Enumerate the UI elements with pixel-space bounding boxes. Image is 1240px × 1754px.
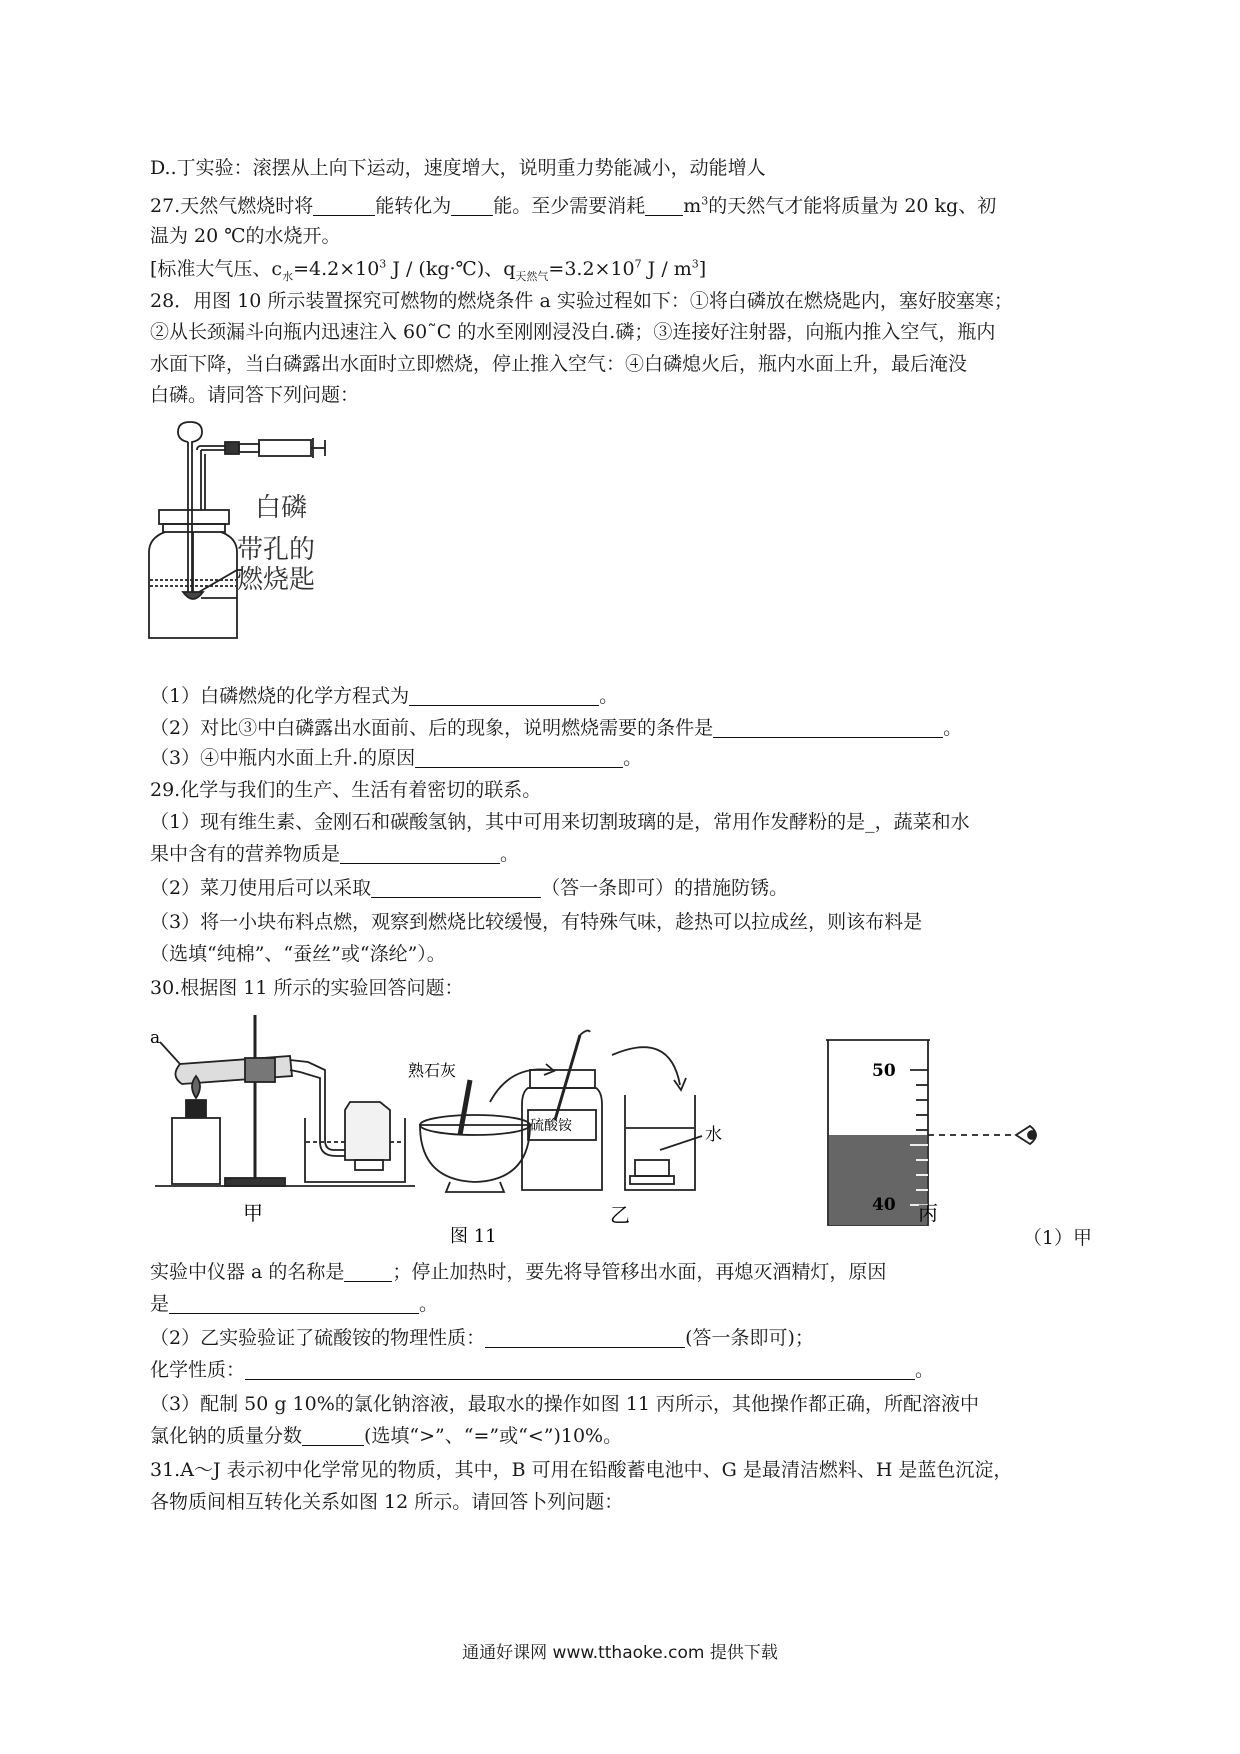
figure-11-caption: 图 11: [450, 1226, 497, 1247]
text: ②从长颈漏斗向瓶内迅速注入 60˜C 的水至刚刚浸没白.磷；③连接好注射器，向瓶内推入空气，瓶内: [150, 321, 996, 343]
text: =3.2×10: [548, 258, 635, 280]
question-28-line-3: [150, 351, 1090, 377]
text: 。: [623, 747, 643, 769]
question-31-line-2: [150, 1489, 1090, 1515]
question-28-part-1: [150, 683, 1090, 709]
text: =4.2×10: [293, 258, 380, 280]
text: 各物质间相互转化关系如图 12 所示。请回答卜列问题：: [150, 1491, 624, 1513]
answer-blank[interactable]: [409, 685, 599, 706]
question-29-part-1b: [150, 841, 1090, 867]
text: 能转化为: [375, 195, 452, 217]
question-27-line-1: [150, 193, 1090, 219]
text: 。: [915, 1359, 935, 1381]
question-29-part-2: [150, 875, 1090, 901]
text: 水面下降，当白磷露出水面时立即燃烧，停止推入空气：④白磷熄火后，瓶内水面上升，最后淹没: [150, 353, 968, 375]
question-29-part-3a: [150, 909, 1090, 935]
answer-blank[interactable]: [645, 195, 683, 216]
superscript: 3: [691, 257, 699, 271]
answer-blank[interactable]: [169, 1293, 419, 1314]
page-footer: 通通好课网 www.tthaoke.com 提供下载: [462, 1643, 778, 1663]
text: J / m: [641, 258, 692, 280]
text: （1）甲: [1022, 1227, 1092, 1249]
text: （答一条即可）的措施防锈。: [541, 877, 789, 899]
text: 27.天然气燃烧时将: [150, 195, 314, 217]
question-29-part-1a: [150, 809, 1090, 835]
text: 实验中仪器 a 的名称是: [150, 1261, 345, 1283]
figure-11-experiments: [150, 1010, 1050, 1247]
superscript: 7: [634, 257, 642, 271]
label-jia: 甲: [243, 1201, 263, 1225]
text: (答一条即可)；: [685, 1327, 814, 1349]
question-29-title: [150, 777, 1090, 803]
text: ；停止加热时，要先将导管移出水面，再熄灭酒精灯，原因: [392, 1261, 887, 1283]
superscript: 3: [701, 194, 709, 208]
text: [标准大气压、c: [150, 258, 283, 280]
text: 温为 20 ℃的水烧开。: [150, 225, 341, 247]
text: （2）对比③中白磷露出水面前、后的现象，说明燃烧需要的条件是: [150, 717, 714, 739]
text: （2）菜刀使用后可以采取: [150, 877, 372, 899]
answer-blank[interactable]: [344, 1261, 392, 1282]
label-water: 水: [705, 1125, 722, 1145]
text: 。: [500, 843, 520, 865]
label-bing: 丙: [918, 1201, 938, 1225]
text: 果中含有的营养物质是: [150, 843, 341, 865]
tick-40: 40: [872, 1195, 896, 1215]
answer-blank[interactable]: [245, 1359, 915, 1380]
option-d-text: D..丁实验：滚摆从上向下运动，速度增大，说明重力势能减小，动能增人: [150, 157, 766, 179]
text: 。: [599, 685, 619, 707]
answer-blank[interactable]: [302, 1425, 364, 1446]
question-28-line-2: [150, 319, 1090, 345]
label-a: a: [150, 1028, 161, 1048]
label-white-phosphorus: 白磷: [255, 493, 308, 523]
text: 28．用图 10 所示装置探究可燃物的燃烧条件 a 实验过程如下：①将白磷放在燃烧匙内，塞好胶塞寒；: [150, 290, 1013, 312]
answer-blank[interactable]: [371, 877, 541, 898]
text: （1）白磷燃烧的化学方程式为: [150, 685, 410, 707]
answer-blank[interactable]: [415, 747, 623, 768]
answer-blank[interactable]: [340, 843, 500, 864]
tick-50: 50: [872, 1061, 896, 1081]
text-line: [150, 155, 1090, 181]
subscript: 天然气: [515, 269, 549, 283]
question-30-part-3a: [150, 1391, 1090, 1417]
question-28-part-3: [150, 745, 1090, 771]
text: m: [683, 195, 702, 217]
answer-blank[interactable]: [713, 717, 943, 738]
text: 氯化钠的质量分数: [150, 1425, 303, 1447]
label-combustion-spoon: 燃烧匙: [237, 565, 316, 595]
label-perforated-spoon: 带孔的: [237, 535, 316, 565]
text: （3）④中瓶内水面上升.的原因: [150, 747, 416, 769]
figure-10-apparatus: [145, 420, 385, 660]
question-30-part-1-lead: [150, 1225, 1092, 1251]
label-slaked-lime: 熟石灰: [408, 1061, 457, 1080]
question-27-line-2: [150, 223, 1090, 249]
answer-blank[interactable]: [451, 195, 493, 216]
text: （1）现有维生素、金刚石和碳酸氢钠，其中可用来切割玻璃的是，常用作发酵粉的是_，蔬菜和水: [150, 811, 970, 833]
superscript: 3: [379, 257, 387, 271]
question-30-part-1b: [150, 1291, 1090, 1317]
text: （3）将一小块布料点燃，观察到燃烧比较缓慢，有特殊气味，趁热可以拉成丝，则该布料是: [150, 911, 923, 933]
text: 是: [150, 1293, 170, 1315]
question-28-part-2: [150, 715, 1090, 741]
text: ]: [698, 258, 707, 280]
text: （选填“纯棉”、“蚕丝”或“涤纶”）。: [150, 943, 446, 965]
answer-blank[interactable]: [313, 195, 375, 216]
subscript: 水: [282, 269, 294, 283]
question-30-part-1a: [150, 1259, 1090, 1285]
text: J / (kg·℃)、q: [386, 258, 516, 280]
text: 。: [943, 717, 963, 739]
question-29-part-3b: [150, 941, 1090, 967]
question-28-line-1: [150, 288, 1090, 314]
label-yi: 乙: [610, 1203, 630, 1227]
text: 30.根据图 11 所示的实验回答问题：: [150, 977, 464, 999]
text: 能。至少需要消耗: [493, 195, 646, 217]
text: (选填“>”、“=”或“<”)10%。: [364, 1425, 623, 1447]
text: 白磷。请同答下列问题：: [150, 384, 360, 406]
label-ammonium-sulfate: 硫酸铵: [530, 1118, 572, 1134]
text: （2）乙实验验证了硫酸铵的物理性质：: [150, 1327, 486, 1349]
question-30-part-3b: [150, 1423, 1090, 1449]
question-31-line-1: [150, 1457, 1090, 1483]
text: 化学性质：: [150, 1359, 246, 1381]
text: （3）配制 50 g 10%的氯化钠溶液，最取水的操作如图 11 丙所示，其他操作都正确，所配溶液中: [150, 1393, 980, 1415]
text: 31.A～J 表示初中化学常见的物质，其中，B 可用在铅酸蓄电池中、G 是最清洁燃料、H 是蓝色沉淀，: [150, 1459, 1013, 1481]
text: 。: [419, 1293, 439, 1315]
question-27-constants: [150, 256, 1090, 282]
text: 的天然气才能将质量为 20 kg、初: [708, 195, 997, 217]
text: 29.化学与我们的生产、生活有着密切的联系。: [150, 779, 542, 801]
question-30-part-2a: [150, 1325, 1090, 1351]
question-30-title: [150, 975, 1090, 1001]
question-28-line-4: [150, 382, 1090, 408]
question-30-part-2b: [150, 1357, 1090, 1383]
answer-blank[interactable]: [485, 1327, 685, 1348]
